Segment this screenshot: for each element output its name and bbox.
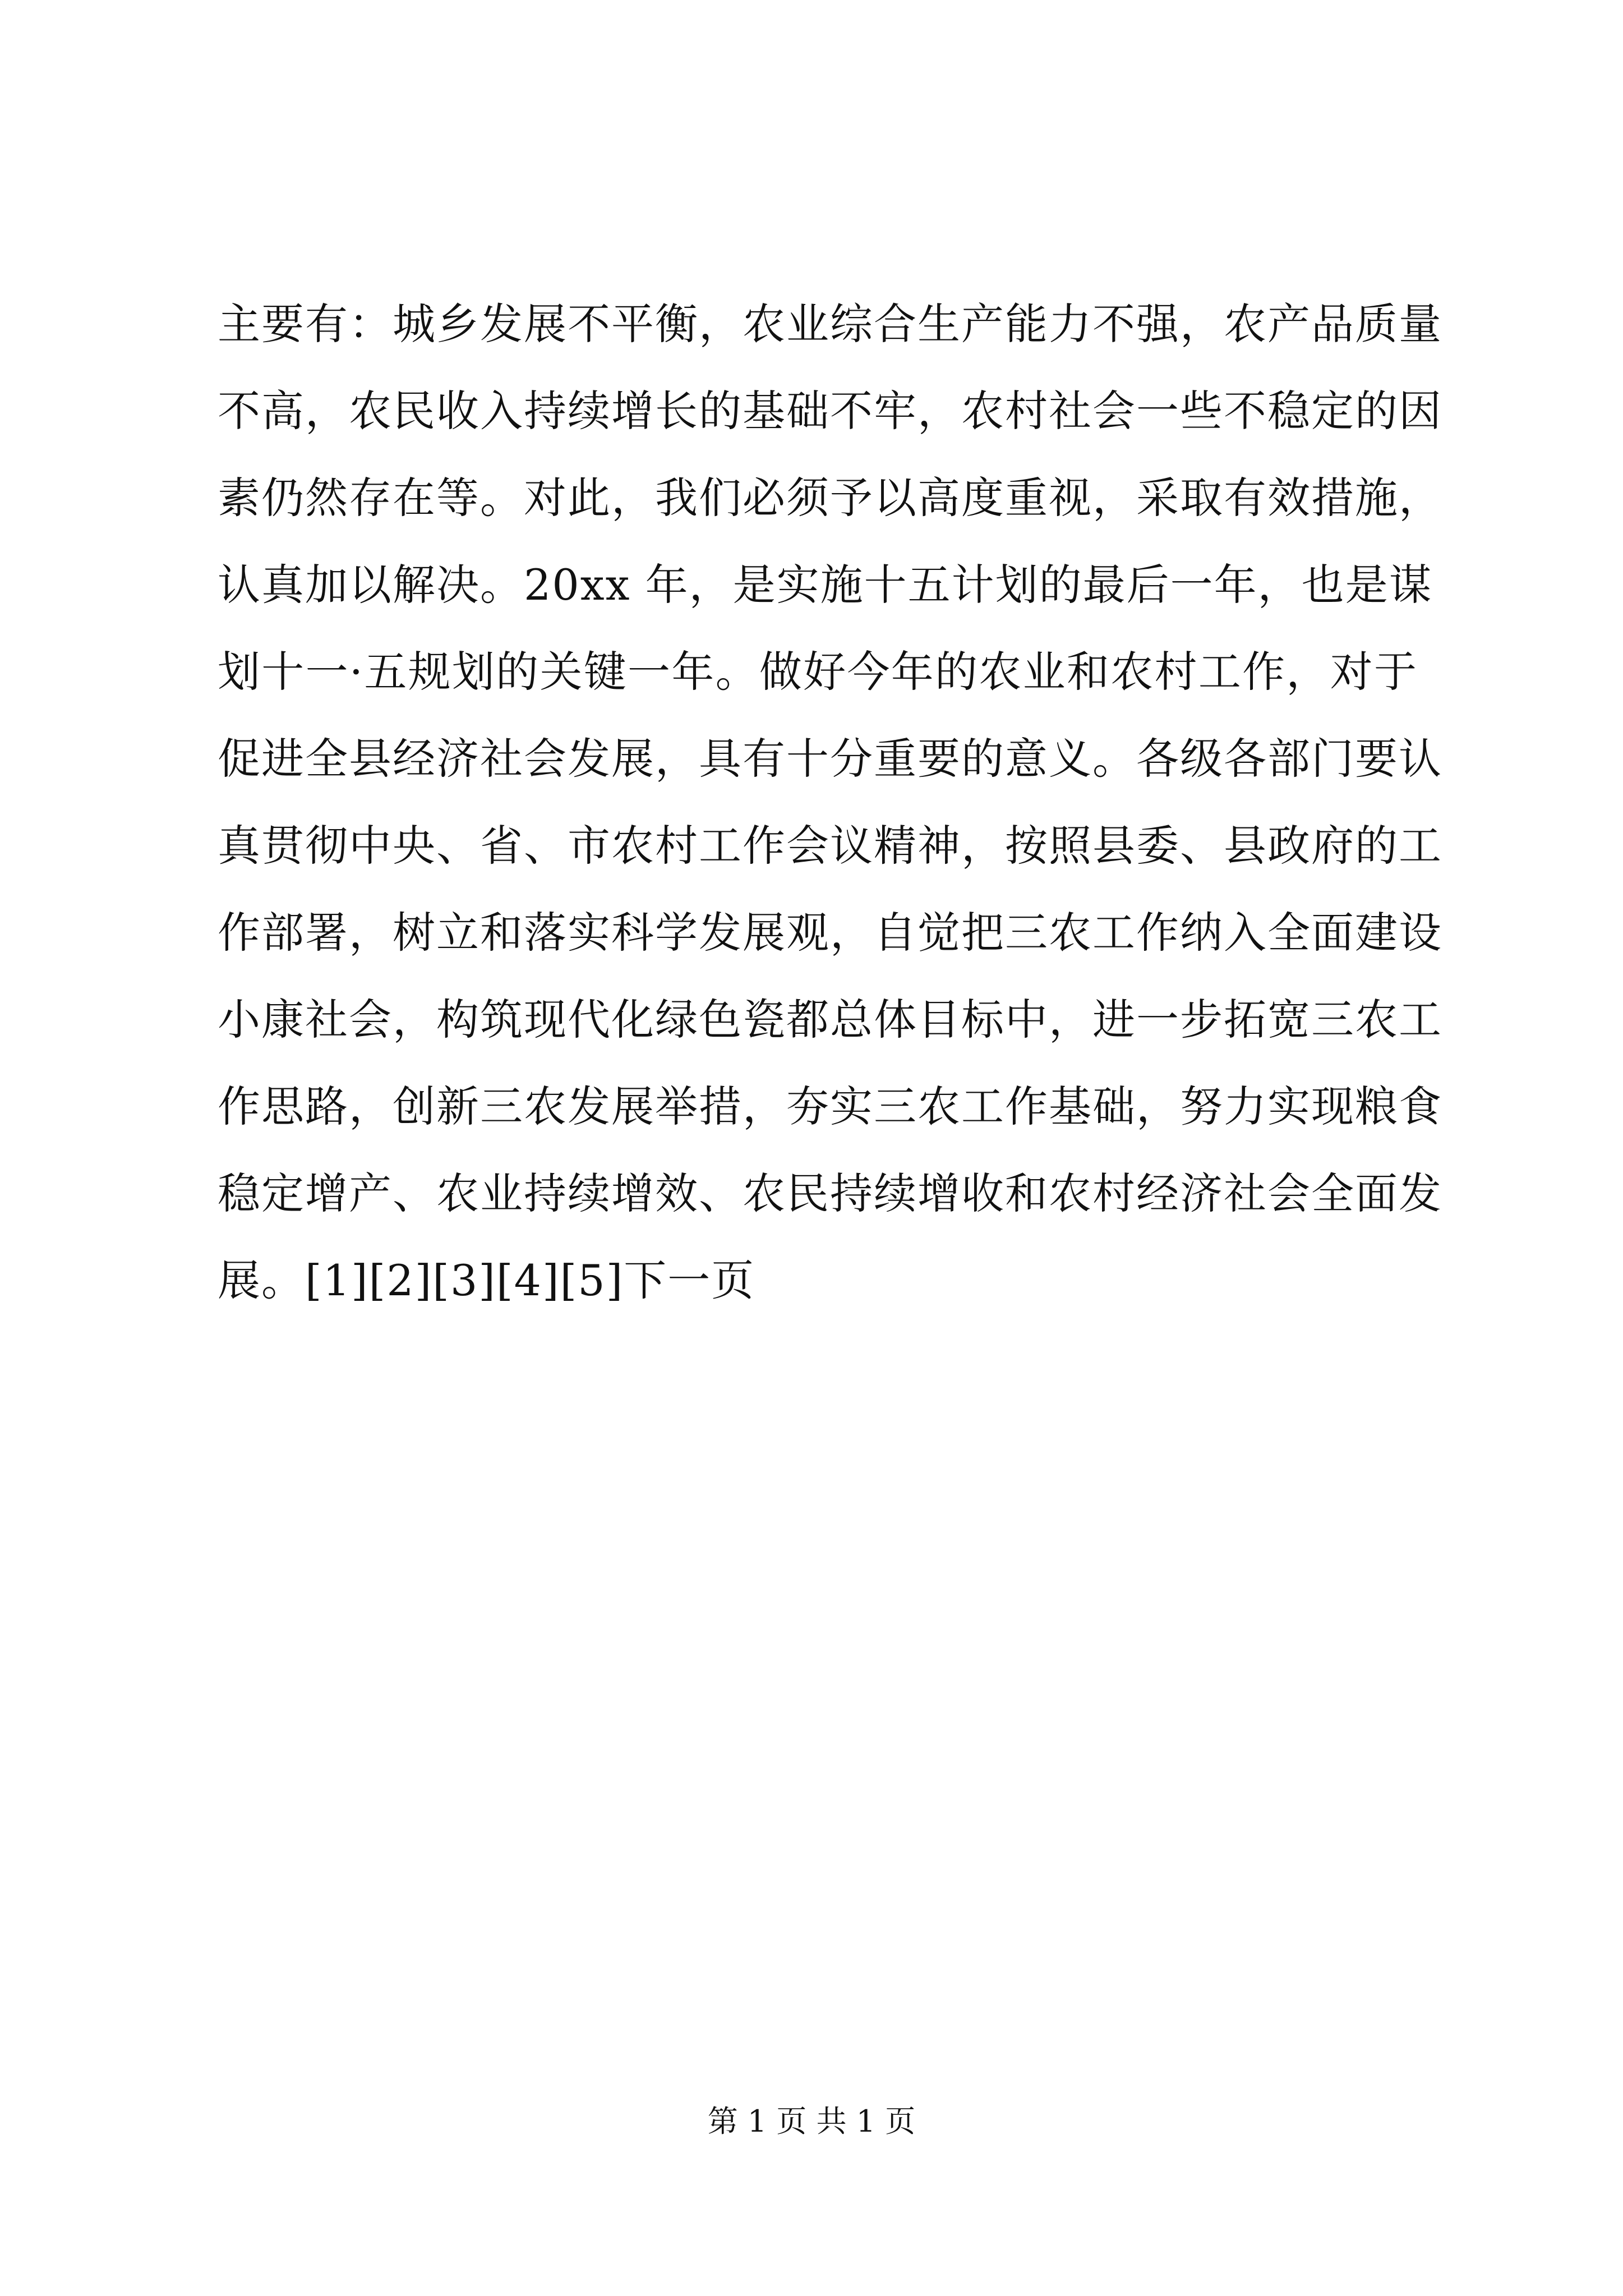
text-line: 真贯彻中央、省、市农村工作会议精神，按照县委、县政府的工 xyxy=(218,821,1442,871)
text-line: 划十一·五规划的关键一年。做好今年的农业和农村工作，对于 xyxy=(218,647,1418,697)
text-line: 促进全县经济社会发展，具有十分重要的意义。各级各部门要认 xyxy=(218,734,1442,784)
text-line-last: 展。[1][2][3][4][5]下一页 xyxy=(218,1255,755,1305)
text-line: 作部署，树立和落实科学发展观，自觉把三农工作纳入全面建设 xyxy=(218,908,1442,958)
text-line: 稳定增产、农业持续增效、农民持续增收和农村经济社会全面发 xyxy=(218,1168,1442,1218)
page-number-footer: 第 1 页 共 1 页 xyxy=(707,2104,916,2139)
text-line: 不高，农民收入持续增长的基础不牢，农村社会一些不稳定的因 xyxy=(218,386,1442,436)
text-line: 主要有：城乡发展不平衡，农业综合生产能力不强，农产品质量 xyxy=(218,299,1442,349)
text-line: 素仍然存在等。对此，我们必须予以高度重视，采取有效措施， xyxy=(218,473,1442,523)
text-line: 认真加以解决。20xx 年，是实施十五计划的最后一年，也是谋 xyxy=(218,560,1433,610)
text-line: 小康社会，构筑现代化绿色瓷都总体目标中，进一步拓宽三农工 xyxy=(218,995,1442,1045)
text-line: 作思路，创新三农发展举措，夯实三农工作基础，努力实现粮食 xyxy=(218,1082,1442,1131)
body-paragraph xyxy=(218,299,1442,1346)
